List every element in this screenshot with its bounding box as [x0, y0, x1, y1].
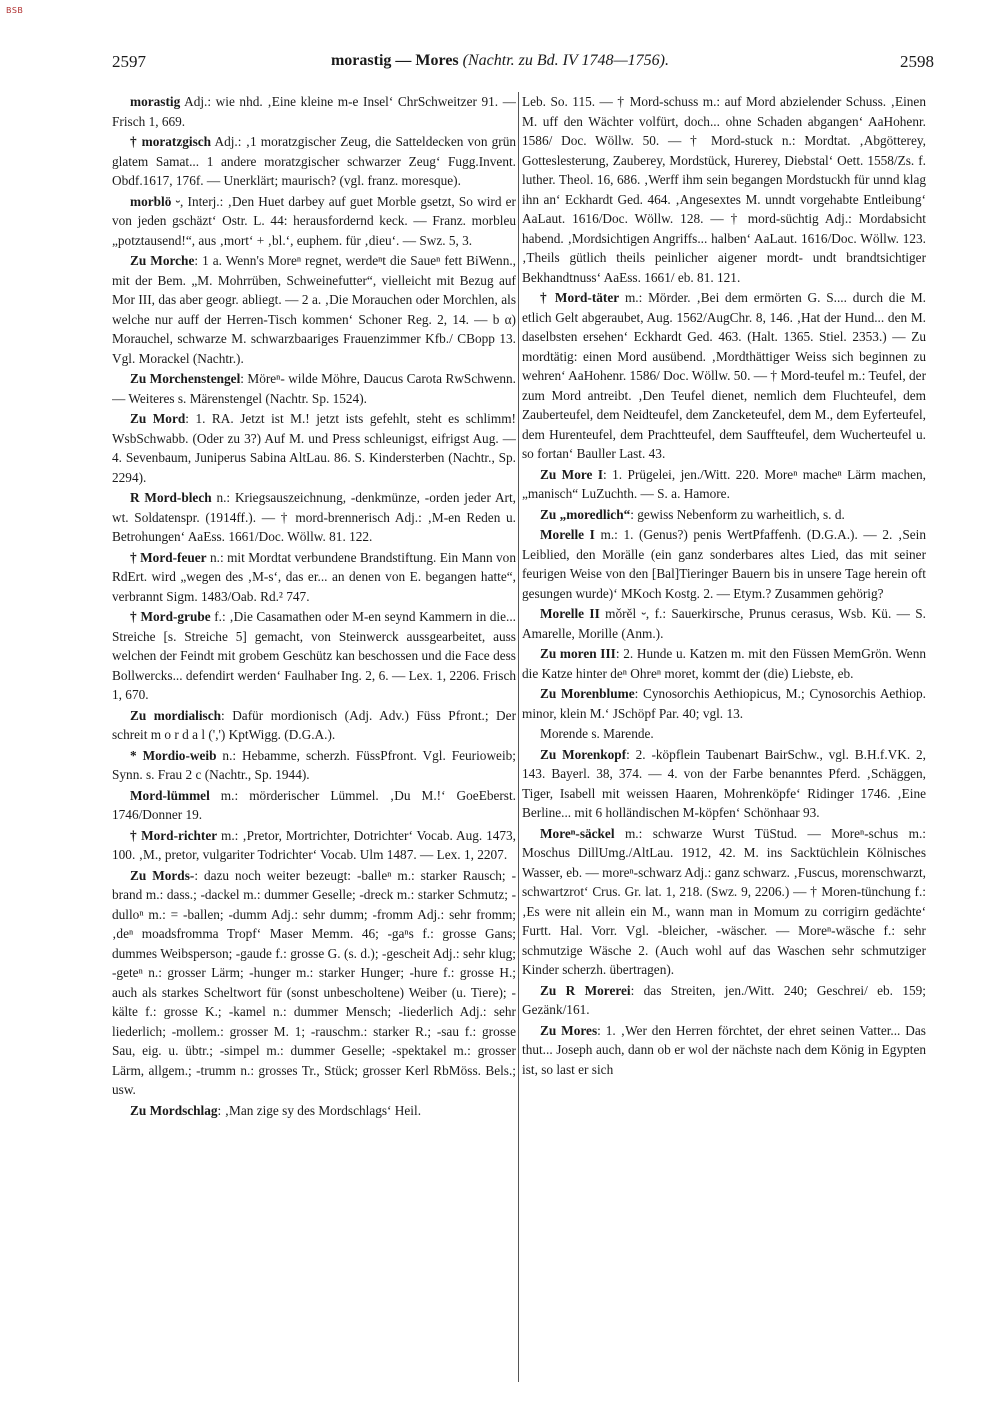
entry-text: m.: mörderischer Lümmel. ‚Du M.!‘ GoeEberst. 1746/Donner 19. — [112, 787, 516, 822]
entry-text: ⏑, Interj.: ‚Den Huet darbey auf guet Morble gsetzt, So wird er von jeden gschäzt‘ Ostr. L. 44: herausfordernd keck. — Franz. morbleu „potztausend!“, aus ‚mort‘ + ‚bl.‘, euphem. für ‚dieu‘. — Swz. 5, 3. — [112, 193, 516, 248]
dictionary-entry — [112, 1101, 516, 1121]
entry-lemma: Zu Mord — [130, 411, 186, 426]
entry-lemma: Zu „moredlich“ — [540, 506, 631, 522]
entry-lemma: Zu moren III — [540, 646, 616, 661]
entry-lemma: Zu Morchenstengel — [130, 371, 241, 386]
entry-lemma: Zu Mores — [540, 1022, 598, 1038]
entry-lemma: * Mordio-weib — [130, 747, 217, 763]
entry-lemma: Zu R Morerei — [540, 982, 631, 998]
entry-text: m.: Mörder. ‚Bei dem ermörten G. S.... durch die M. etlich Gelt abgeraubet, Aug. 1562/AugChr. 8, 146. ‚Hat der Hund... den M. daselbsten ersehen‘ Eckhardt Ged. 463. (Halt. 1365. Stiel. 2353.) — Zu mordtätig: einen Mord ausübend. ‚Mordthättiger Weiss sich beginnen zu wehren‘ AaHohenr. 1586/ Doc. Wöllw. 50. — † Mord-teufel m.: Teufel, der zum Mord antreibt. ‚Den Teufel dienet, nemlich dem Fluchteufel, dem Zauberteufel, dem Neidteufel, dem Zancketeufel, dem M., dem Eyferteufel, dem Hurenteufel, dem Prachtteufel, dem Sauffteufel, dem Wucherteufel u. so fortan‘ Bauller Last. 43. — [522, 290, 926, 461]
entry-lemma: morblö — [130, 193, 172, 209]
entry-lemma: † Mord-grube — [130, 609, 211, 624]
entry-text: Morende s. Marende. — [540, 726, 654, 741]
left-column — [112, 92, 516, 1392]
entry-text: Adj.: ‚1 moratzgischer Zeug, die Satteldecken von grün glatem Samat... 1 andere moratzgischer schwarzer Zeug‘ Fugg.Invent. Obdf.1617, 176f. — Unerklärt; maurisch? (vgl. franz. moresque). — [112, 134, 516, 188]
entry-text: : das Streiten, jen./Witt. 240; Geschrei/ eb. 159; Gezänk/161. — [522, 982, 926, 1017]
dictionary-entry — [522, 981, 926, 1020]
entry-lemma: Mord-lümmel — [130, 787, 210, 803]
dictionary-entry — [522, 745, 926, 823]
entry-lemma: Morelle I — [540, 527, 595, 542]
running-title-lemmas: morastig — Mores — [330, 52, 459, 69]
entry-text: m.: schwarze Wurst TüStud. — Moreⁿ-schus m.: Moschus DillUmg./AltLau. 1912, 42. M. ins Sacktüchlein Kölnisches Wasser, eb. — moreⁿ-schwarz Adj.: ganz schwarz. ‚Fuscus, morenschwarzt, schwartzrot‘ Crus. Gr. lat. 1, 218. (Swz. 9, 2206.) — † Moren-tünchung f.: ‚Es were nit allein ein M., wann man in Momum zu corrigirn gedächte‘ Furtt. Hal. Vorr. Vgl. -bleicher, -wäscher. — Moreⁿ-wäsche f.: sehr schmutzige Wäsche 2. (Auch wohl auf das Waschen sehr schmutziger Kinder scherzh. übertragen). — [522, 825, 926, 977]
entry-text: Leb. So. 115. — † Mord-schuss m.: auf Mord abzielender Schuss. ‚Einen M. uff den Wächter volfürt, doch... ohne Schaden abgangen‘ AaHohenr. 1586/ Doc. Wöllw. 50. — † Mord-stuck n.: Mordtat. ‚Abgötterey, Gotteslesterung, Zauberey, Mordstück, Hurerey, Diebstal‘ Oett. 1558/Zs. f. luther. Theol. 16, 686. ‚Werff ihm sein begangen Mordstuckh für unnd klag ihn an‘ Eckhardt Ged. 464. ‚Angesextes M. unndt vorgehabte Entleibung‘ AaLaut. 1616/Doc. Wöllw. 128. — † mord-süchtig Adj.: Mordabsicht habend. ‚Mordsichtigen Angriffs... halben‘ AaLaut. 1616/Doc. Wöllw. 123. ‚Theils gütlich theils peinlicher aigener mordt- undt brandtsichtiger Bekhandtnuss‘ AaEss. 1661/ eb. 81. 121. — [522, 94, 926, 285]
entry-text: : dazu noch weiter bezeugt: -balleⁿ m.: starker Rausch; -brand m.: dass.; -dackel m.: dummer Geselle; -dreck m.: starker Schmutz; -dulloⁿ m.: = -ballen; -dumm Adj.: sehr dumm; -fromm Adj.: sehr fromm; ‚deⁿ moadsfromma Tropf‘ Maser Memm. 46; -gaⁿs f.: grosse Gans; dummes Weibsperson; -gaude f.: grosse G. (s. d.); -gescheit Adj.: sehr klug; -geteⁿ n.: grosser Lärm; -hunger m.: starker Hunger; -hure f.: grosse H.; auch als starkes Scheltwort für (sonst unbescholtene) Weiber (u. Tiere); -kälte f.: grosse K.; -kamel n.: dummer Mensch; -liederlich Adj.: sehr liederlich; -mollem.: grosser M. 1; -rauschm.: starker R.; -sau f.: grosse Sau, eig. u. übtr.; -simpel m.: dummer Geselle; -spektakel m.: grosser Lärm, allgem.; -trumm n.: grosses Tr., Stück; grosser Kerl RbMöss. Bels.; usw. — [112, 867, 516, 1097]
entry-lemma: Zu Mords- — [130, 867, 195, 883]
dictionary-entry — [112, 548, 516, 607]
entry-text: : Dafür mordionisch (Adj. Adv.) Füss Pfront.; Der schreit m o r d a l (',') KptWigg. (D.G.A.). — [112, 707, 516, 742]
dictionary-entry — [522, 824, 926, 980]
entry-lemma: † Mord-richter — [130, 827, 218, 843]
running-title — [0, 52, 1000, 70]
dictionary-entry — [522, 288, 926, 464]
entry-lemma: Zu mordialisch — [130, 707, 221, 723]
entry-lemma: R Mord-blech — [130, 490, 212, 505]
entry-text: : 2. Hunde u. Katzen m. mit den Füssen MemGrön. Wenn die Katze hinter deⁿ Ohreⁿ moret, kommt der (die) Liebste, eb. — [522, 646, 926, 681]
entry-lemma: Zu Morenblume — [540, 686, 635, 701]
entry-text: : Möreⁿ- wilde Möhre, Daucus Carota RwSchwenn. — Weiteres s. Märenstengel (Nachtr. Sp. 1524). — [112, 371, 516, 406]
dictionary-entry — [112, 746, 516, 785]
entry-lemma: morastig — [130, 94, 181, 109]
dictionary-entry — [112, 251, 516, 368]
entry-lemma: † moratzgisch — [130, 134, 212, 149]
entry-text: n.: mit Mordtat verbundene Brandstiftung. Ein Mann von RdErt. wird „wegen des ‚M-s‘, das er... an denen von E. begangen hatte“, verbrannt Sigm. 1483/Oab. Rd.² 747. — [112, 549, 516, 604]
running-title-volume: (Nachtr. zu Bd. IV 1748—1756). — [462, 52, 670, 69]
entry-text: : 1. ‚Wer den Herren förchtet, der ehret seinen Vatter... Das thut... Joseph auch, dann ob er wol der nächste nach dem König in Egypten ist, so last er sich — [522, 1022, 926, 1077]
entry-lemma: Zu Morche — [130, 253, 195, 268]
column-divider — [518, 92, 519, 1382]
dictionary-entry — [112, 92, 516, 131]
dictionary-entry — [112, 786, 516, 825]
dictionary-entry — [522, 465, 926, 504]
entry-lemma: Zu Morenkopf — [540, 746, 627, 762]
entry-lemma: Zu Mordschlag — [130, 1102, 218, 1118]
library-mark: BSB — [6, 6, 24, 15]
entry-text: : gewiss Nebenform zu warheitlich, s. d. — [630, 506, 845, 522]
entry-text: Adj.: wie nhd. ‚Eine kleine m-e Insel‘ ChrSchweitzer 91. — Frisch 1, 669. — [112, 94, 516, 129]
entry-text: f.: ‚Die Casamathen oder M-en seynd Kammern in die... Streiche [s. Streiche 5] gemacht, von Steinwerck aussgearbeitet, auss welchen der Feindt mit grobem Geschütz kan beschossen und die Face dess Bollwercks... defendirt werden‘ Faulhaber Ing. 2, 6. — Lex. 1, 2206. Frisch 1, 670. — [112, 609, 516, 702]
page-number-right: 2598 — [900, 52, 934, 71]
entry-text: n.: Hebamme, scherzh. FüssPfront. Vgl. Feurioweib; Synn. s. Frau 2 c (Nachtr., Sp. 1944). — [112, 747, 516, 782]
entry-text: : Cynosorchis Aethiopicus, M.; Cynosorchis Aethiop. minor, klein M.‘ JSchöpf Par. 40; vgl. 13. — [522, 686, 926, 721]
entry-text: : 1. Prügelei, jen./Witt. 220. Moreⁿ macheⁿ Lärm machen, „manisch“ LuZuchth. — S. a. Hamore. — [522, 466, 926, 501]
page-header — [0, 52, 1000, 76]
dictionary-entry — [522, 1021, 926, 1080]
dictionary-entry — [112, 369, 516, 408]
dictionary-entry — [112, 607, 516, 705]
page-number-left: 2597 — [112, 52, 146, 71]
right-column — [522, 92, 926, 1392]
dictionary-entry — [522, 92, 926, 287]
dictionary-entry — [522, 604, 926, 643]
entry-text: : ‚Man zige sy des Mordschlags‘ Heil. — [217, 1102, 422, 1118]
dictionary-entry — [112, 132, 516, 191]
entry-lemma: † Mord-feuer — [130, 549, 207, 565]
entry-lemma: Morelle II — [540, 606, 600, 621]
entry-text: m.: ‚Pretor, Mortrichter, Dotrichter‘ Vocab. Aug. 1473, 100. ‚M., pretor, vulgariter Todrichter‘ Vocab. Ulm 1487. — Lex. 1, 2207. — [112, 827, 516, 862]
entry-text: m.: 1. (Genus?) penis WertPfaffenh. (D.G.A.). — 2. ‚Sein Leiblied, den Morälle (ein ganz sonderbares altes Lied, das mit seiner feurigen Weise von den [Bal]Tieringer Bauern bis in unsere Tage herein oft gesungen wurde)‘ MKoch Kostg. 2. — Etym.? Zusammen gehörig? — [522, 527, 926, 601]
dictionary-entry — [522, 684, 926, 723]
dictionary-entry — [112, 866, 516, 1100]
entry-lemma: Zu More I — [540, 466, 604, 482]
dictionary-entry — [112, 488, 516, 547]
dictionary-entry — [112, 409, 516, 487]
entry-text: n.: Kriegsauszeichnung, -denkmünze, -orden jeder Art, wt. Soldatenspr. (1914ff.). — † mord-brennerisch Adj.: ‚M-en Reden u. Betrohungen‘ AaEss. 1661/Doc. Wöllw. 81. 122. — [112, 490, 516, 544]
entry-text: mǒrĕl ⏑, f.: Sauerkirsche, Prunus cerasus, Wsb. Kü. — S. Amarelle, Morille (Anm.). — [522, 606, 926, 641]
entry-lemma: Moreⁿ-säckel — [540, 825, 615, 841]
dictionary-entry — [522, 505, 926, 525]
entry-text: : 2. -köpflein Taubenart BairSchw., vgl. B.H.f.VK. 2, 143. Bayerl. 38, 374. — 4. von der Farbe benanntes Pferd. ‚Schäggen, Tiger, Isabell mit weissen Haaren, Mohrenköpfe‘ Ridinger 1746. ‚Eine Berline... mit 6 holländischen M-köpfen‘ Schönhaar 93. — [522, 746, 926, 820]
entry-text: : 1. RA. Jetzt ist M.! jetzt ists gefehlt, steht es schlimm! WsbSchwabb. (Oder zu 3?) Auf M. und Press schleunigst, eifrigst Aug. — 4. Sevenbaum, Juniperus Sabina AltLau. 86. S. Kindersterben (Nachtr., Sp. 2294). — [112, 411, 516, 485]
dictionary-entry — [112, 192, 516, 251]
dictionary-entry — [112, 706, 516, 745]
dictionary-entry — [112, 826, 516, 865]
entry-text: : 1 a. Wenn's Moreⁿ regnet, werdeⁿt die Saueⁿ fett BiWenn., mit der Bem. „M. Mohrrüben, Schweinefutter“, vielleicht mit Bezug auf Mor III, das aber geogr. abliegt. — 2 a. ‚Die Morauchen oder Morchlen, als welche nur auff der Herren-Tisch kommen‘ Schoner Reg. 2, 14. — b α) Morauchel, schwarze M. schwarzbaariges Frauenzimmer Kfb./ CBopp 13. Vgl. Morackel (Nachtr.). — [112, 253, 516, 366]
dictionary-entry — [522, 724, 926, 744]
entry-lemma: † Mord-täter — [540, 290, 620, 305]
dictionary-entry — [522, 644, 926, 683]
dictionary-entry — [522, 525, 926, 603]
